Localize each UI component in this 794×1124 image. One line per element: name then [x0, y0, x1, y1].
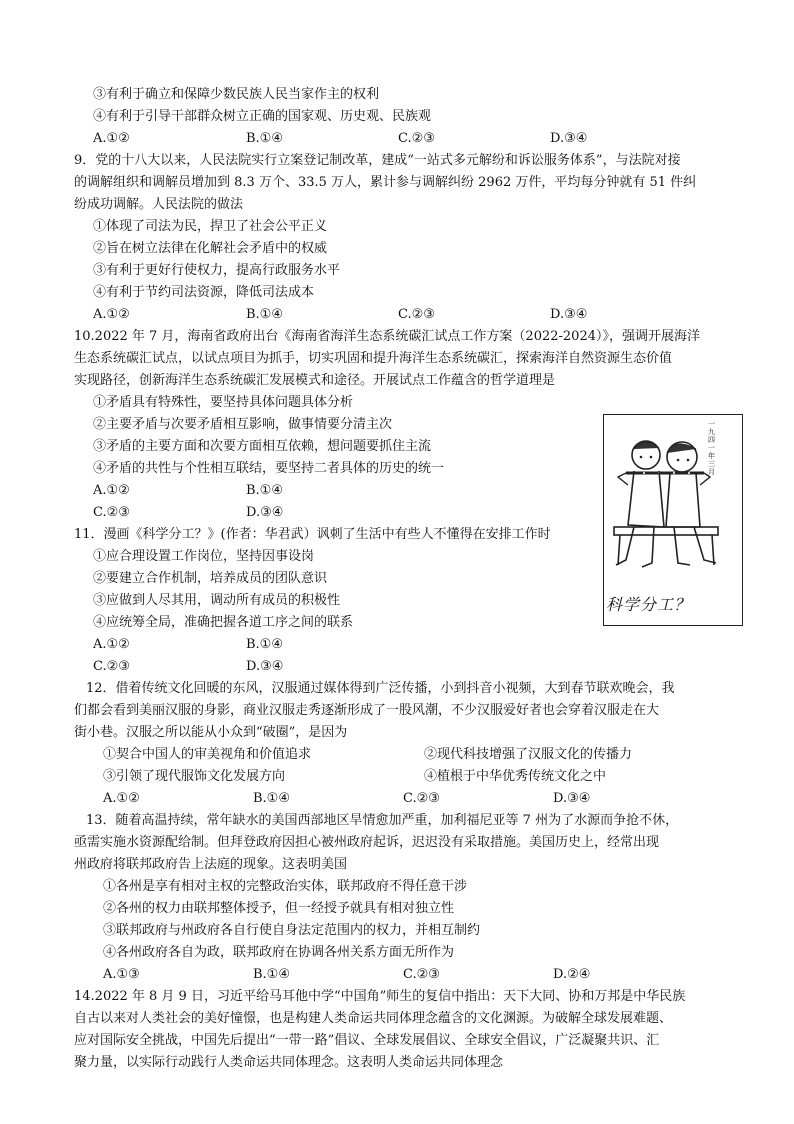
- q10-option-a: A.①②: [93, 483, 130, 498]
- q12-item-2: ②现代科技增强了汉服文化的传播力: [424, 747, 633, 762]
- q12-stem-line-2: 们都会看到美丽汉服的身影，商业汉服走秀逐渐形成了一股风潮，不少汉服爱好者也会穿着汉服走在大: [74, 703, 660, 718]
- q10-item-3: ③矛盾的主要方面和次要方面相互依赖，想问题要抓住主流: [93, 439, 432, 454]
- q11-option-a: A.①②: [93, 637, 130, 652]
- q9-item-3: ③有利于更好行使权力，提高行政服务水平: [93, 263, 341, 278]
- cartoon-side-text: 一九四一年三月: [708, 420, 715, 476]
- q9-option-b: B.①④: [246, 307, 283, 322]
- q13-option-c: C.②③: [403, 967, 440, 982]
- q14-stem-line-1: 14.2022 年 8 月 9 日，习近平给马耳他中学“中国角”师生的复信中指出：天下大同、协和万邦是中华民族: [74, 989, 686, 1004]
- q10-stem-line-3: 实现路径，创新海洋生态系统碳汇发展模式和途径。开展试点工作蕴含的哲学道理是: [74, 373, 556, 388]
- q9-item-1: ①体现了司法为民，捍卫了社会公平正义: [93, 219, 328, 234]
- q12-item-3: ③引领了现代服饰文化发展方向: [103, 769, 286, 784]
- q13-option-a: A.①③: [103, 967, 140, 982]
- q12-option-b: B.①④: [253, 791, 290, 806]
- q13-item-1: ①各州是享有相对主权的完整政治实体，联邦政府不得任意干涉: [103, 879, 468, 894]
- q10-option-d: D.③④: [246, 505, 284, 520]
- q11-option-b: B.①④: [246, 637, 283, 652]
- q12-stem-line-1: 12．借着传统文化回暖的东风，汉服通过媒体得到广泛传播，小到抖音小视频，大到春节联欢晚会，我: [86, 681, 675, 696]
- q10-option-c: C.②③: [93, 505, 130, 520]
- q10-option-b: B.①④: [246, 483, 283, 498]
- q11-item-3: ③应做到人尽其用，调动所有成员的积极性: [93, 593, 341, 608]
- q13-item-3: ③联邦政府与州政府各自行使自身法定范围内的权力，并相互制约: [103, 923, 481, 938]
- q13-stem-line-3: 州政府将联邦政府告上法庭的现象。这表明美国: [74, 857, 348, 872]
- q11-item-2: ②要建立合作机制，培养成员的团队意识: [93, 571, 328, 586]
- q14-stem-line-3: 应对国际安全挑战，中国先后提出“一带一路”倡议、全球发展倡议、全球安全倡议，广泛凝聚共识、汇: [74, 1033, 660, 1048]
- q12-option-a: A.①②: [103, 791, 140, 806]
- q9-item-2: ②旨在树立法律在化解社会矛盾中的权威: [93, 241, 328, 256]
- q8-option-c: C.②③: [398, 131, 435, 146]
- q12-item-1: ①契合中国人的审美视角和价值追求: [103, 747, 312, 762]
- q11-item-4: ④应统筹全局，准确把握各道工序之间的联系: [93, 615, 354, 630]
- q11-item-1: ①应合理设置工作岗位，坚持因事设岗: [93, 549, 315, 564]
- q13-item-4: ④各州政府各自为政，联邦政府在协调各州关系方面无所作为: [103, 945, 455, 960]
- q8-option-d: D.③④: [550, 131, 588, 146]
- q9-stem-line-2: 的调解组织和调解员增加到 8.3 万个、33.5 万人，累计参与调解纠纷 2962 万件，平均每分钟就有 51 件纠: [74, 175, 697, 190]
- q13-stem-line-2: 亟需实施水资源配给制。但拜登政府因担心被州政府起诉，迟迟没有采取措施。美国历史上，经常出现: [74, 835, 660, 850]
- q8-option-b: B.①④: [246, 131, 283, 146]
- q14-stem-line-4: 聚力量，以实际行动践行人类命运共同体理念。这表明人类命运共同体理念: [74, 1055, 504, 1070]
- q8-item-4: ④有利于引导干部群众树立正确的国家观、历史观、民族观: [93, 109, 432, 124]
- q10-item-2: ②主要矛盾与次要矛盾相互影响，做事情要分清主次: [93, 417, 393, 432]
- q9-stem-line-3: 纷成功调解。人民法院的做法: [74, 197, 244, 212]
- q10-stem-line-1: 10.2022 年 7 月，海南省政府出台《海南省海洋生态系统碳汇试点工作方案（2022-2024）》，强调开展海洋: [74, 329, 700, 344]
- q12-option-d: D.③④: [553, 791, 591, 806]
- q9-stem-line-1: 9．党的十八大以来，人民法院实行立案登记制改革，建成“一站式多元解纷和诉讼服务体系”，与法院对接: [74, 153, 681, 168]
- cartoon-caption: 科学分工？: [606, 595, 692, 614]
- q11-option-c: C.②③: [93, 659, 130, 674]
- q9-option-a: A.①②: [93, 307, 130, 322]
- q13-item-2: ②各州的权力由联邦整体授予，但一经授予就具有相对独立性: [103, 901, 455, 916]
- q9-item-4: ④有利于节约司法资源，降低司法成本: [93, 285, 315, 300]
- q9-option-d: D.③④: [550, 307, 588, 322]
- q11-stem-line-1: 11．漫画《科学分工？》(作者：华君武）讽刺了生活中有些人不懂得在安排工作时: [74, 527, 551, 542]
- q13-option-b: B.①④: [253, 967, 290, 982]
- q8-item-3: ③有利于确立和保障少数民族人民当家作主的权利: [93, 87, 380, 102]
- q13-stem-line-1: 13．随着高温持续，常年缺水的美国西部地区旱情愈加严重，加利福尼亚等 7 州为了水源而争抢不休，: [86, 813, 679, 828]
- q14-stem-line-2: 自古以来对人类社会的美好憧憬，也是构建人类命运共同体理念蕴含的文化渊源。为破解全球发展难题、: [74, 1011, 673, 1026]
- q10-stem-line-2: 生态系统碳汇试点，以试点项目为抓手，切实巩固和提升海洋生态系统碳汇，探索海洋自然资源生态价值: [74, 351, 673, 366]
- q12-option-c: C.②③: [403, 791, 440, 806]
- q13-option-d: D.②④: [553, 967, 591, 982]
- q8-option-a: A.①②: [93, 131, 130, 146]
- q11-option-d: D.③④: [246, 659, 284, 674]
- q10-item-4: ④矛盾的共性与个性相互联结，要坚持二者具体的历史的统一: [93, 461, 445, 476]
- q10-item-1: ①矛盾具有特殊性，要坚持具体问题具体分析: [93, 395, 354, 410]
- q12-stem-line-3: 街小巷。汉服之所以能从小众到“破圈”，是因为: [74, 725, 348, 740]
- q9-option-c: C.②③: [398, 307, 435, 322]
- q12-item-4: ④植根于中华优秀传统文化之中: [424, 769, 607, 784]
